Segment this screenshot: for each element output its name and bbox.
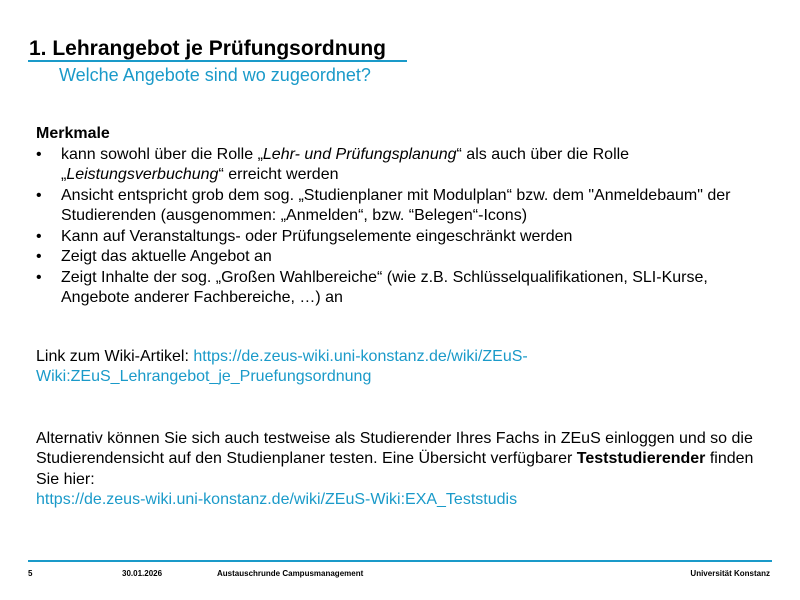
- feature-text: Zeigt Inhalte der sog. „Großen Wahlbereiche“ (wie z.B. Schlüsselqualifikationen, SLI-Kurse, Angebote anderer Fachbereiche, …) an: [61, 268, 708, 306]
- feature-item: [36, 145, 776, 186]
- slide-title: 1. Lehrangebot je Prüfungsordnung: [29, 37, 386, 60]
- teststudierender-bold: Teststudierender: [576, 450, 706, 467]
- feature-text: Zeigt das aktuelle Angebot an: [61, 248, 272, 265]
- feature-text: “ erreicht werden: [218, 166, 339, 183]
- bullet-icon: •: [36, 227, 42, 245]
- slide-content: [36, 124, 776, 511]
- role-name: Leistungsverbuchung: [66, 166, 219, 183]
- slide-subtitle: Welche Angebote sind wo zugeordnet?: [59, 65, 371, 85]
- alternative-text-end: finden Sie hier:: [36, 450, 754, 488]
- features-list: [36, 145, 776, 309]
- alternative-text: Alternativ können Sie sich auch testweise als Studierender Ihres Fachs in ZEuS einloggen und so die Studierendensicht auf den Studienplaner testen. Eine Übersicht verfügbarer: [36, 429, 753, 467]
- role-name: Lehr- und Prüfungsplanung: [262, 145, 457, 163]
- feature-item: [36, 227, 776, 248]
- feature-item: [36, 268, 776, 309]
- alternative-paragraph: [36, 429, 776, 511]
- wiki-article-link[interactable]: https://de.zeus-wiki.uni-konstanz.de/wiki/ZEuS-Wiki:ZEuS_Lehrangebot_je_Pruefungsordnung: [36, 347, 528, 385]
- title-underline: [28, 60, 407, 62]
- feature-text: Ansicht entspricht grob dem sog. „Studienplaner mit Modulplan“ bzw. dem "Anmeldebaum" der Studierenden (ausgenommen: „Anmelden“, bzw. “Belegen“-Icons): [61, 186, 731, 224]
- wiki-label: Link zum Wiki-Artikel:: [36, 347, 194, 365]
- bullet-icon: •: [36, 268, 42, 286]
- bullet-icon: •: [36, 145, 42, 163]
- footer-divider: [28, 560, 772, 562]
- footer-date: 30.01.2026: [122, 569, 163, 578]
- wiki-paragraph: [36, 347, 776, 388]
- feature-item: [36, 247, 776, 268]
- footer-event: Austauschrunde Campusmanagement: [217, 569, 364, 578]
- feature-item: [36, 186, 776, 227]
- feature-text: Kann auf Veranstaltungs- oder Prüfungselemente eingeschränkt werden: [61, 227, 573, 245]
- footer-university: Universität Konstanz: [690, 569, 770, 578]
- teststudis-link[interactable]: https://de.zeus-wiki.uni-konstanz.de/wiki/ZEuS-Wiki:EXA_Teststudis: [36, 491, 518, 508]
- bullet-icon: •: [36, 248, 42, 265]
- features-heading: Merkmale: [36, 125, 110, 142]
- bullet-icon: •: [36, 186, 42, 204]
- page-number: 5: [28, 569, 33, 578]
- feature-text: kann sowohl über die Rolle „: [61, 145, 263, 163]
- feature-text: “ als auch über die Rolle „: [61, 145, 630, 183]
